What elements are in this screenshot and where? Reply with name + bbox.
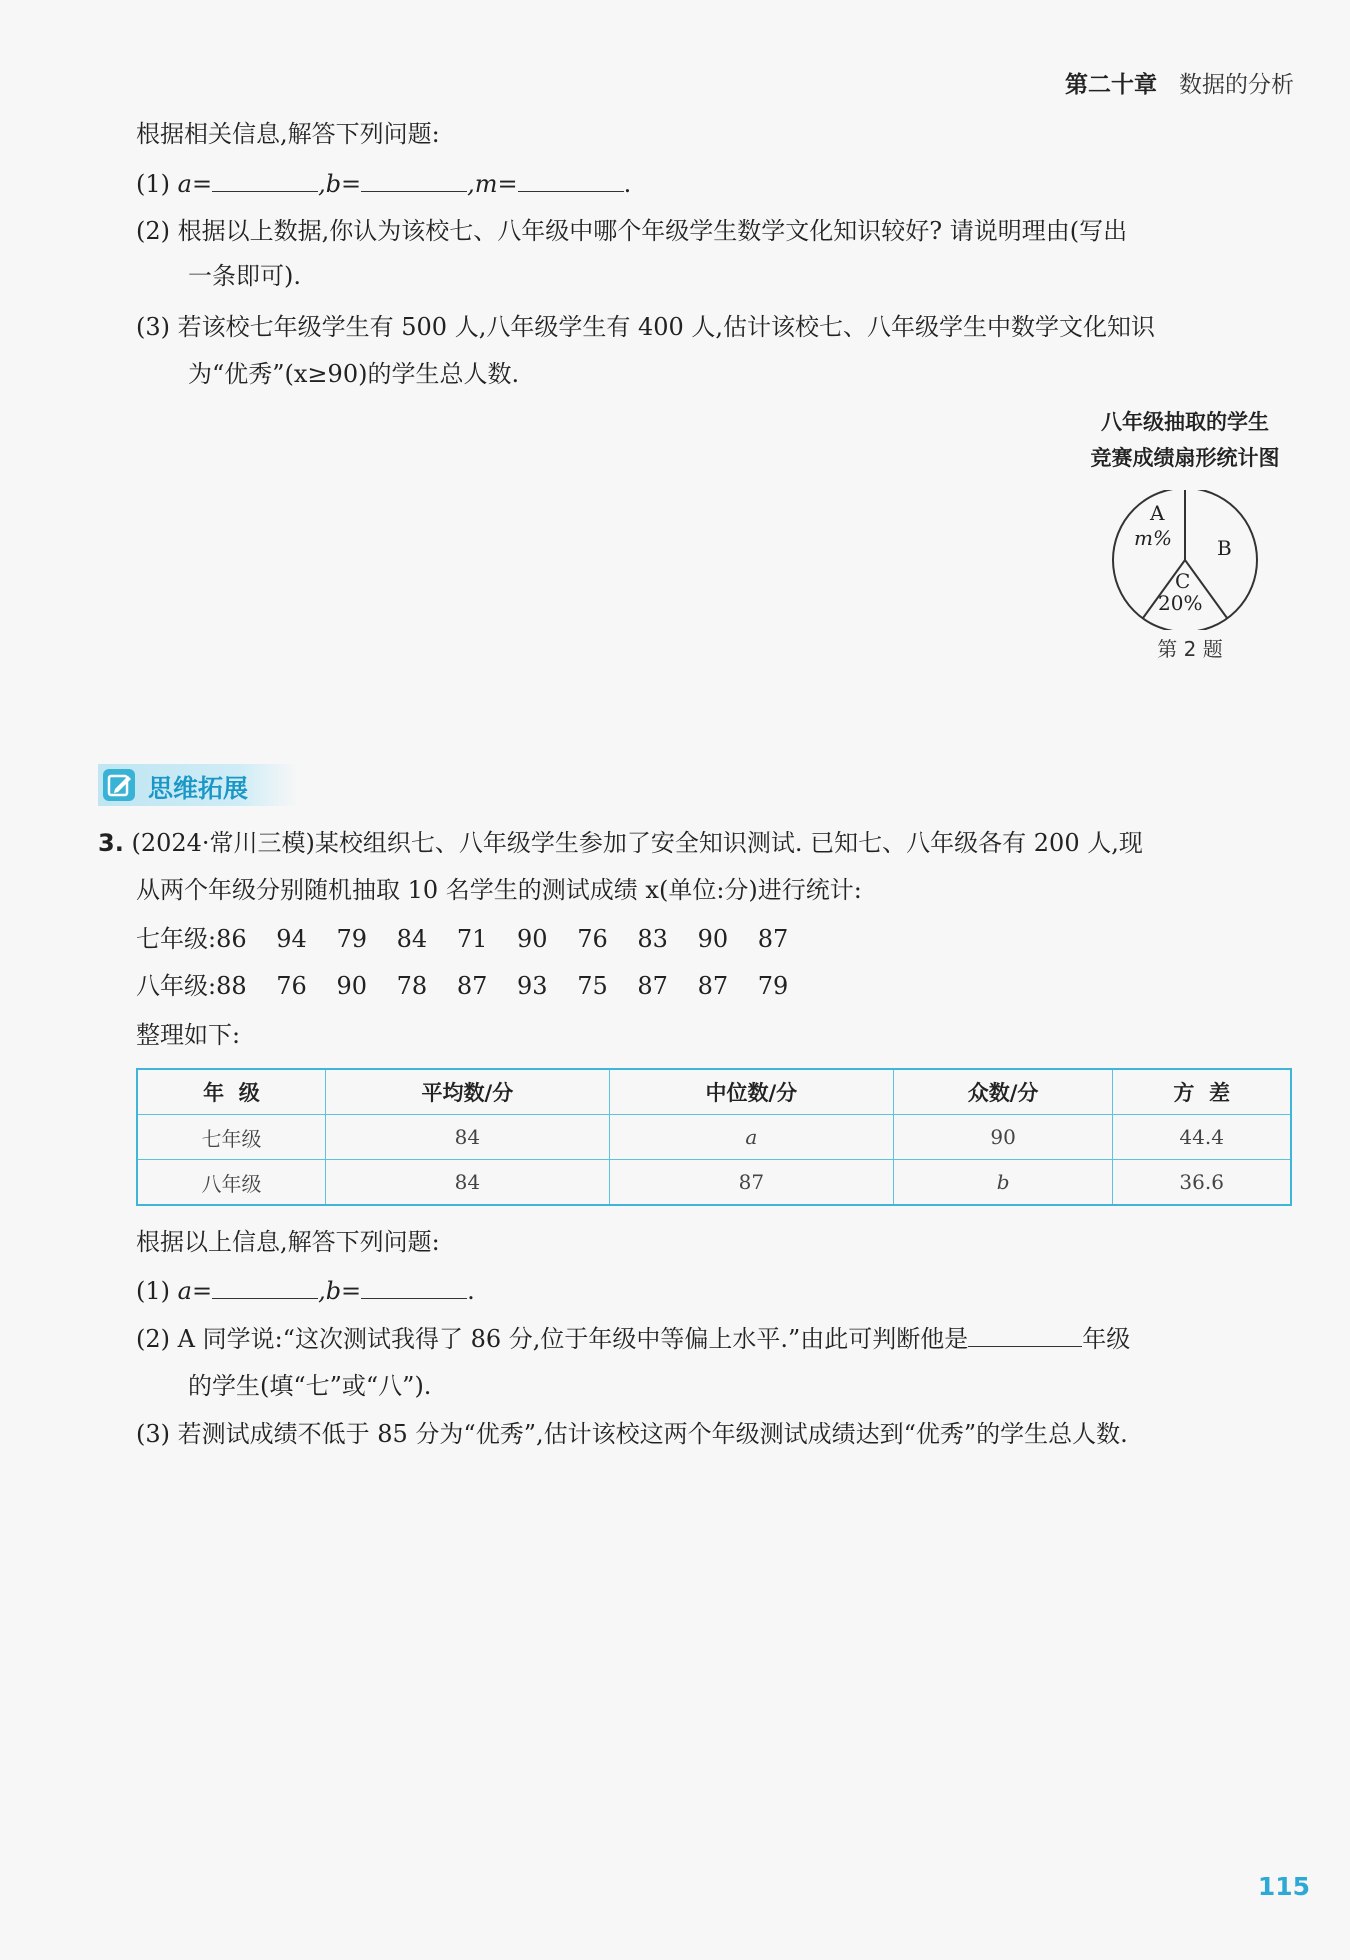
chapter-title: 数据的分析	[1179, 72, 1294, 98]
pie-label-a-pct: m%	[1134, 526, 1172, 550]
running-header	[1065, 66, 1294, 99]
p3-q1-end: .	[467, 1277, 475, 1305]
score: 76	[577, 925, 608, 953]
grade8-label: 八年级:	[136, 972, 217, 1000]
p2-q1-m: ,m=	[467, 170, 518, 198]
grade8-scores	[136, 972, 788, 1001]
p3-intro: 根据以上信息,解答下列问题:	[136, 1228, 440, 1256]
table-cell: 44.4	[1113, 1115, 1291, 1160]
grade7-label: 七年级:	[136, 925, 217, 953]
score: 71	[456, 925, 488, 953]
pie-title-line2: 竞赛成绩扇形统计图	[1090, 446, 1280, 470]
p2-q1-b: ,b=	[318, 170, 362, 198]
score: 88	[216, 972, 247, 1000]
table-cell: 87	[609, 1160, 893, 1206]
grade8-score-list	[216, 972, 788, 1000]
p3-q1	[136, 1276, 475, 1306]
p3-line2: 从两个年级分别随机抽取 10 名学生的测试成绩 x(单位:分)进行统计:	[136, 876, 862, 904]
p3-q1-a: a=	[177, 1277, 213, 1305]
col-header: 年 级	[137, 1069, 325, 1115]
score: 87	[456, 972, 488, 1000]
score: 94	[276, 925, 307, 953]
table-cell: a	[609, 1115, 893, 1160]
p3-q2-pre: (2) A 同学说:“这次测试我得了 86 分,位于年级中等偏上水平.”由此可判断他是	[136, 1325, 969, 1353]
table-row	[137, 1115, 1291, 1160]
p2-q1-a: a=	[177, 170, 213, 198]
table-row	[137, 1160, 1291, 1206]
p3-q2-line2: 的学生(填“七”或“八”).	[188, 1372, 432, 1400]
score: 90	[697, 925, 729, 953]
table-cell: 84	[325, 1160, 609, 1206]
table-cell: 84	[325, 1115, 609, 1160]
page-number: 115	[1257, 1872, 1310, 1901]
score: 90	[336, 972, 368, 1000]
score: 87	[637, 972, 668, 1000]
p2-q1	[136, 169, 631, 199]
table-cell: b	[893, 1160, 1113, 1206]
pie-label-a: A	[1150, 501, 1165, 525]
table-cell: 八年级	[137, 1160, 325, 1206]
table-cell: 90	[893, 1115, 1113, 1160]
p2-q2-line2: 一条即可).	[188, 262, 301, 290]
pie-label-c-pct: 20%	[1158, 591, 1203, 615]
table-header-row	[137, 1069, 1291, 1115]
p3-q3: (3) 若测试成绩不低于 85 分为“优秀”,估计该校这两个年级测试成绩达到“优秀”的学生总人数.	[136, 1420, 1128, 1448]
grade7-score-list	[216, 925, 788, 953]
col-header: 众数/分	[893, 1069, 1113, 1115]
score: 86	[216, 925, 247, 953]
grade7-scores	[136, 925, 788, 954]
p3-q2-line1	[136, 1324, 1130, 1354]
pie-title-line1: 八年级抽取的学生	[1101, 410, 1269, 434]
p3-line1	[98, 829, 1143, 858]
p3-blank-grade[interactable]	[968, 1324, 1082, 1347]
section-banner	[98, 764, 298, 806]
stats-table	[136, 1068, 1292, 1206]
chapter-number: 第二十章	[1065, 72, 1157, 98]
col-header: 中位数/分	[609, 1069, 893, 1115]
p3-line1-text: (2024·常川三模)某校组织七、八年级学生参加了安全知识测试. 已知七、八年级各有 200 人,现	[131, 829, 1143, 857]
pencil-note-icon	[103, 769, 135, 801]
pie-chart	[1100, 490, 1270, 630]
p2-q3-line1: (3) 若该校七年级学生有 500 人,八年级学生有 400 人,估计该校七、八年级学生中数学文化知识	[136, 313, 1156, 341]
p2-blank-a[interactable]	[212, 169, 318, 192]
p3-q1-b: ,b=	[318, 1277, 362, 1305]
p2-q3-line2: 为“优秀”(x≥90)的学生总人数.	[188, 360, 520, 388]
organize-label: 整理如下:	[136, 1021, 241, 1049]
section-title: 思维拓展	[148, 774, 249, 803]
table-cell: 七年级	[137, 1115, 325, 1160]
pie-label-c: C	[1175, 569, 1191, 593]
p2-intro: 根据相关信息,解答下列问题:	[136, 120, 440, 148]
score: 84	[396, 925, 428, 953]
p2-blank-m[interactable]	[518, 169, 624, 192]
score: 90	[517, 925, 548, 953]
p2-blank-b[interactable]	[361, 169, 467, 192]
p2-q2-line1: (2) 根据以上数据,你认为该校七、八年级中哪个年级学生数学文化知识较好? 请说明理由(写出	[136, 217, 1128, 245]
table-cell: 36.6	[1113, 1160, 1291, 1206]
p3-num: 3.	[98, 829, 124, 857]
p3-blank-a[interactable]	[212, 1276, 318, 1299]
score: 76	[276, 972, 307, 1000]
score: 78	[396, 972, 428, 1000]
score: 87	[757, 925, 789, 953]
p3-q2-post: 年级	[1082, 1325, 1131, 1353]
score: 75	[577, 972, 608, 1000]
score: 83	[637, 925, 668, 953]
p2-q1-end: .	[623, 170, 632, 198]
col-header: 方 差	[1113, 1069, 1291, 1115]
col-header: 平均数/分	[325, 1069, 609, 1115]
p3-q1-num: (1)	[136, 1277, 170, 1305]
p2-q1-num: (1)	[136, 170, 170, 198]
p3-blank-b[interactable]	[361, 1276, 467, 1299]
score: 79	[336, 925, 368, 953]
score: 87	[697, 972, 729, 1000]
pie-label-b: B	[1217, 536, 1232, 560]
pie-caption: 第 2 题	[1157, 637, 1223, 661]
score: 93	[517, 972, 548, 1000]
score: 79	[757, 972, 789, 1000]
